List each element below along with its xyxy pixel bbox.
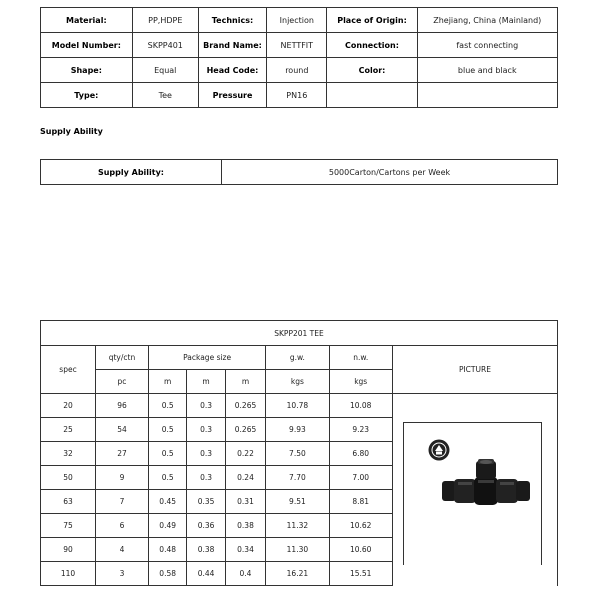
- product-attributes-table: [40, 7, 558, 108]
- unit-m: m: [225, 370, 265, 394]
- table-cell: 0.49: [148, 514, 186, 538]
- table-cell: 7.70: [266, 466, 329, 490]
- spec-table: [40, 320, 558, 586]
- table-cell: 10.60: [329, 538, 392, 562]
- table-cell: 9.93: [266, 418, 329, 442]
- attribute-label: [327, 83, 417, 108]
- attribute-label: Technics:: [198, 8, 266, 33]
- attribute-label: Connection:: [327, 33, 417, 58]
- table-row: [41, 394, 558, 418]
- table-cell: 0.3: [187, 394, 225, 418]
- attribute-value: blue and black: [417, 58, 557, 83]
- table-cell: 63: [41, 490, 96, 514]
- product-picture-cell: [392, 394, 557, 586]
- table-cell: 90: [41, 538, 96, 562]
- attribute-value: round: [267, 58, 327, 83]
- table-cell: 0.31: [225, 490, 265, 514]
- header-package-size: Package size: [148, 346, 265, 370]
- table-cell: 54: [96, 418, 149, 442]
- attribute-row: [41, 33, 558, 58]
- spec-table-title: SKPP201 TEE: [41, 321, 558, 346]
- unit-qty: pc: [96, 370, 149, 394]
- table-cell: 0.38: [225, 514, 265, 538]
- unit-m: m: [187, 370, 225, 394]
- table-cell: 75: [41, 514, 96, 538]
- supply-ability-value: 5000Carton/Cartons per Week: [222, 160, 558, 185]
- table-cell: 10.78: [266, 394, 329, 418]
- supply-ability-label: Supply Ability:: [41, 160, 222, 185]
- attribute-value: NETTFIT: [267, 33, 327, 58]
- table-cell: 10.62: [329, 514, 392, 538]
- header-qty: qty/ctn: [96, 346, 149, 370]
- table-cell: 15.51: [329, 562, 392, 586]
- attribute-value: fast connecting: [417, 33, 557, 58]
- table-cell: 8.81: [329, 490, 392, 514]
- table-cell: 110: [41, 562, 96, 586]
- attribute-value: Zhejiang, China (Mainland): [417, 8, 557, 33]
- attribute-label: Shape:: [41, 58, 133, 83]
- table-cell: 0.5: [148, 442, 186, 466]
- table-cell: 6: [96, 514, 149, 538]
- attribute-label: Pressure: [198, 83, 266, 108]
- attribute-label: Place of Origin:: [327, 8, 417, 33]
- table-cell: 0.3: [187, 418, 225, 442]
- table-cell: 16.21: [266, 562, 329, 586]
- table-cell: 20: [41, 394, 96, 418]
- table-cell: 0.3: [187, 442, 225, 466]
- table-cell: 11.30: [266, 538, 329, 562]
- supply-ability-heading: Supply Ability: [40, 127, 103, 136]
- table-cell: 0.5: [148, 418, 186, 442]
- attribute-value: Injection: [267, 8, 327, 33]
- table-cell: 9: [96, 466, 149, 490]
- attribute-label: Head Code:: [198, 58, 266, 83]
- table-cell: 50: [41, 466, 96, 490]
- table-cell: 4: [96, 538, 149, 562]
- attribute-label: Color:: [327, 58, 417, 83]
- table-cell: 0.4: [225, 562, 265, 586]
- table-cell: 0.5: [148, 466, 186, 490]
- supply-ability-table: [40, 159, 558, 185]
- table-cell: 0.38: [187, 538, 225, 562]
- attribute-value: Tee: [132, 83, 198, 108]
- table-cell: 9.51: [266, 490, 329, 514]
- table-cell: 0.265: [225, 418, 265, 442]
- table-cell: 0.58: [148, 562, 186, 586]
- table-cell: 7.50: [266, 442, 329, 466]
- attribute-value: Equal: [132, 58, 198, 83]
- table-cell: 9.23: [329, 418, 392, 442]
- header-picture: PICTURE: [392, 346, 557, 394]
- table-cell: 32: [41, 442, 96, 466]
- unit-m: m: [148, 370, 186, 394]
- table-cell: 0.5: [148, 394, 186, 418]
- unit-nw: kgs: [329, 370, 392, 394]
- table-cell: 7: [96, 490, 149, 514]
- table-cell: 0.44: [187, 562, 225, 586]
- table-cell: 11.32: [266, 514, 329, 538]
- header-spec: spec: [41, 346, 96, 394]
- attribute-row: [41, 58, 558, 83]
- table-cell: 0.35: [187, 490, 225, 514]
- attribute-row: [41, 83, 558, 108]
- table-cell: 0.265: [225, 394, 265, 418]
- attribute-label: Model Number:: [41, 33, 133, 58]
- table-cell: 0.48: [148, 538, 186, 562]
- attribute-value: SKPP401: [132, 33, 198, 58]
- table-cell: 0.45: [148, 490, 186, 514]
- certification-seal-icon: [428, 439, 450, 461]
- header-gw: g.w.: [266, 346, 329, 370]
- header-nw: n.w.: [329, 346, 392, 370]
- table-cell: 0.34: [225, 538, 265, 562]
- table-cell: 3: [96, 562, 149, 586]
- attribute-label: Brand Name:: [198, 33, 266, 58]
- table-cell: 0.22: [225, 442, 265, 466]
- table-cell: 0.3: [187, 466, 225, 490]
- table-cell: 0.24: [225, 466, 265, 490]
- unit-gw: kgs: [266, 370, 329, 394]
- table-cell: 96: [96, 394, 149, 418]
- table-cell: 7.00: [329, 466, 392, 490]
- table-cell: 0.36: [187, 514, 225, 538]
- attribute-row: [41, 8, 558, 33]
- attribute-value: [417, 83, 557, 108]
- product-image-frame: [403, 422, 542, 565]
- attribute-value: PP,HDPE: [132, 8, 198, 33]
- attribute-value: PN16: [267, 83, 327, 108]
- attribute-label: Material:: [41, 8, 133, 33]
- attribute-label: Type:: [41, 83, 133, 108]
- table-cell: 25: [41, 418, 96, 442]
- table-cell: 27: [96, 442, 149, 466]
- table-cell: 10.08: [329, 394, 392, 418]
- tee-fitting-icon: [440, 459, 532, 515]
- table-cell: 6.80: [329, 442, 392, 466]
